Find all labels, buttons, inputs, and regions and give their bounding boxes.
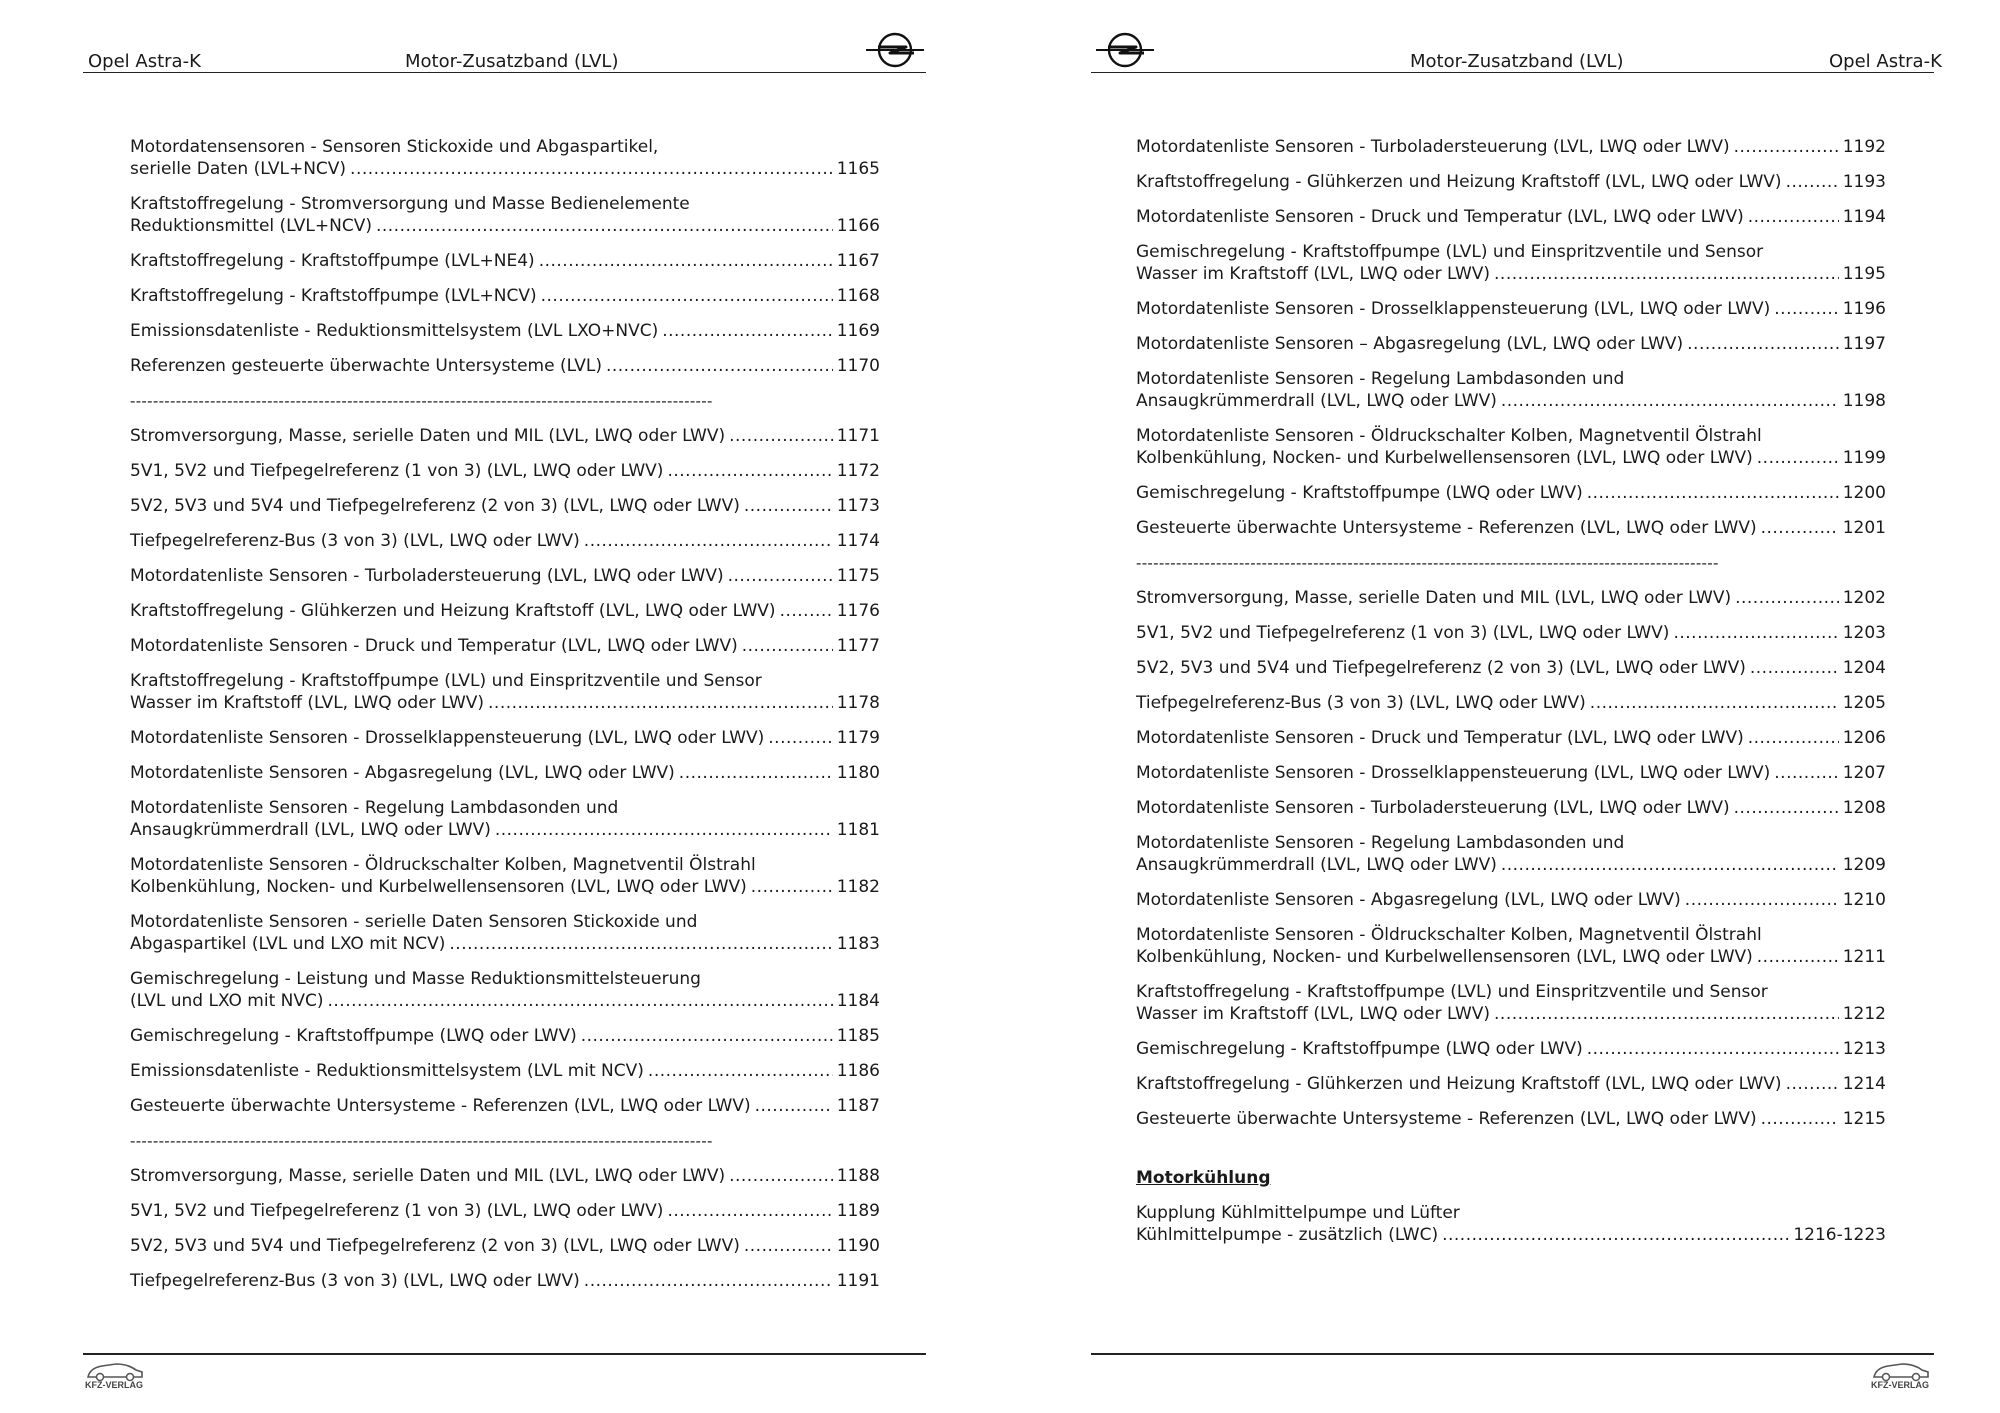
page-number: 1184	[836, 991, 880, 1011]
page-number: 1209	[1842, 855, 1886, 875]
toc-entry	[1136, 333, 1886, 355]
page-number: 1194	[1842, 207, 1886, 227]
page-number: 1171	[836, 426, 880, 446]
page-number: 1179	[836, 728, 880, 748]
toc-entry-title: Ansaugkrümmerdrall (LVL, LWQ oder LWV)	[1136, 855, 1497, 875]
toc-entry	[130, 1060, 880, 1082]
dot-leader	[729, 1165, 833, 1187]
page-number: 1211	[1842, 947, 1886, 967]
dot-leader	[1774, 762, 1838, 784]
toc-entry-title-line: Motordatenliste Sensoren - Regelung Lambdasonden und	[1136, 369, 1625, 389]
toc-entry	[130, 1165, 880, 1187]
page-number: 1208	[1842, 798, 1886, 818]
toc-entry	[1136, 1202, 1886, 1246]
dot-leader	[1786, 1073, 1839, 1095]
dot-leader	[495, 819, 833, 841]
toc-entry-title: Gesteuerte überwachte Untersysteme - Referenzen (LVL, LWQ oder LWV)	[1136, 518, 1757, 538]
dot-leader	[1501, 390, 1839, 412]
toc-entry-title: Stromversorgung, Masse, serielle Daten und MIL (LVL, LWQ oder LWV)	[130, 1166, 726, 1186]
toc-entry	[1136, 171, 1886, 193]
toc-entry-title: Emissionsdatenliste - Reduktionsmittelsystem (LVL LXO+NVC)	[130, 321, 659, 341]
separator-line: ------------------------------------------------------------------------------------------------------	[130, 1132, 713, 1150]
toc-entry	[130, 670, 880, 714]
toc-entry	[1136, 924, 1886, 968]
page-number: 1216-1223	[1793, 1225, 1886, 1245]
dot-leader	[1761, 517, 1839, 539]
toc-entry-title: (LVL und LXO mit NVC)	[130, 991, 324, 1011]
toc-entry-title: Motordatenliste Sensoren - Druck und Temperatur (LVL, LWQ oder LWV)	[1136, 728, 1744, 748]
publisher-logo	[1868, 1358, 1932, 1396]
toc-entry	[1136, 692, 1886, 714]
dot-leader	[667, 460, 832, 482]
dot-leader	[1494, 263, 1839, 285]
dot-leader	[744, 495, 833, 517]
dot-leader	[328, 990, 833, 1012]
toc-entry-title: 5V2, 5V3 und 5V4 und Tiefpegelreferenz (2 von 3) (LVL, LWQ oder LWV)	[1136, 658, 1746, 678]
page-number: 1188	[836, 1166, 880, 1186]
toc-entry-title: 5V1, 5V2 und Tiefpegelreferenz (1 von 3) (LVL, LWQ oder LWV)	[130, 461, 664, 481]
dot-leader	[1685, 889, 1839, 911]
page-number: 1197	[1842, 334, 1886, 354]
toc-entry-title: Ansaugkrümmerdrall (LVL, LWQ oder LWV)	[1136, 391, 1497, 411]
page-number: 1190	[836, 1236, 880, 1256]
toc-entry-title: Motordatenliste Sensoren - Drosselklappensteuerung (LVL, LWQ oder LWV)	[130, 728, 765, 748]
page-number: 1203	[1842, 623, 1886, 643]
toc-entry	[130, 495, 880, 517]
toc-entry-title: Motordatenliste Sensoren - Druck und Temperatur (LVL, LWQ oder LWV)	[1136, 207, 1744, 227]
page-number: 1174	[836, 531, 880, 551]
toc-entry	[130, 136, 880, 180]
toc-list	[1136, 136, 1886, 1259]
page-number: 1170	[836, 356, 880, 376]
dot-leader	[581, 1025, 833, 1047]
toc-entry	[1136, 727, 1886, 749]
toc-entry-title-line: Motordatenliste Sensoren - Regelung Lambdasonden und	[1136, 833, 1625, 853]
toc-entry	[1136, 517, 1886, 539]
toc-entry-title: Kraftstoffregelung - Glühkerzen und Heizung Kraftstoff (LVL, LWQ oder LWV)	[130, 601, 776, 621]
dot-leader	[606, 355, 833, 377]
page-number: 1178	[836, 693, 880, 713]
toc-entry-title: Tiefpegelreferenz-Bus (3 von 3) (LVL, LWQ oder LWV)	[130, 531, 580, 551]
toc-entry-title: Wasser im Kraftstoff (LVL, LWQ oder LWV)	[1136, 1004, 1491, 1024]
dot-leader	[1735, 587, 1839, 609]
toc-entry-title: 5V1, 5V2 und Tiefpegelreferenz (1 von 3) (LVL, LWQ oder LWV)	[130, 1201, 664, 1221]
dot-leader	[1442, 1224, 1789, 1246]
dot-leader	[1734, 797, 1839, 819]
page-number: 1166	[836, 216, 880, 236]
page-number: 1204	[1842, 658, 1886, 678]
page-number: 1183	[836, 934, 880, 954]
toc-entry-title: Kraftstoffregelung - Glühkerzen und Heizung Kraftstoff (LVL, LWQ oder LWV)	[1136, 1074, 1782, 1094]
toc-entry	[1136, 622, 1886, 644]
toc-entry	[130, 797, 880, 841]
toc-entry	[1136, 1038, 1886, 1060]
page-number: 1177	[836, 636, 880, 656]
page-number: 1202	[1842, 588, 1886, 608]
page-number: 1196	[1842, 299, 1886, 319]
dot-leader	[376, 215, 833, 237]
toc-entry	[1136, 762, 1886, 784]
toc-list	[130, 136, 880, 1305]
separator-line: ------------------------------------------------------------------------------------------------------	[1136, 554, 1719, 572]
dot-leader	[662, 320, 833, 342]
page-number: 1206	[1842, 728, 1886, 748]
dot-leader	[1774, 298, 1838, 320]
page-number: 1193	[1842, 172, 1886, 192]
header-rule	[1091, 72, 1934, 73]
page-number: 1168	[836, 286, 880, 306]
toc-entry	[130, 1235, 880, 1257]
page-number: 1185	[836, 1026, 880, 1046]
dot-leader	[755, 1095, 833, 1117]
dot-leader	[729, 425, 833, 447]
toc-entry	[130, 530, 880, 552]
dot-leader	[539, 250, 833, 272]
page-number: 1176	[836, 601, 880, 621]
toc-entry	[130, 1270, 880, 1292]
dot-leader	[742, 635, 833, 657]
toc-entry-title: Kolbenkühlung, Nocken- und Kurbelwellensensoren (LVL, LWQ oder LWV)	[1136, 947, 1753, 967]
header-brand: Opel Astra-K	[88, 51, 201, 72]
page-number: 1165	[836, 159, 880, 179]
toc-entry-title: Emissionsdatenliste - Reduktionsmittelsystem (LVL mit NCV)	[130, 1061, 644, 1081]
car-icon	[82, 1358, 146, 1382]
toc-entry-title: Referenzen gesteuerte überwachte Untersysteme (LVL)	[130, 356, 602, 376]
dot-leader	[1748, 206, 1839, 228]
toc-entry-title: Gesteuerte überwachte Untersysteme - Referenzen (LVL, LWQ oder LWV)	[130, 1096, 751, 1116]
toc-entry-title: Gemischregelung - Kraftstoffpumpe (LWQ oder LWV)	[1136, 483, 1583, 503]
toc-entry-title-line: Kraftstoffregelung - Kraftstoffpumpe (LVL) und Einspritzventile und Sensor	[130, 671, 762, 691]
page-number: 1200	[1842, 483, 1886, 503]
header-brand: Opel Astra-K	[1829, 51, 1942, 72]
toc-entry-title-line: Gemischregelung - Kraftstoffpumpe (LVL) und Einspritzventile und Sensor	[1136, 242, 1764, 262]
page-number: 1210	[1842, 890, 1886, 910]
dot-leader	[768, 727, 832, 749]
dot-leader	[1757, 946, 1839, 968]
toc-entry	[1136, 298, 1886, 320]
toc-entry-title: Motordatenliste Sensoren - Abgasregelung (LVL, LWQ oder LWV)	[130, 763, 675, 783]
page-number: 1215	[1842, 1109, 1886, 1129]
toc-entry	[130, 425, 880, 447]
toc-entry-title: Tiefpegelreferenz-Bus (3 von 3) (LVL, LWQ oder LWV)	[130, 1271, 580, 1291]
page-number: 1172	[836, 461, 880, 481]
toc-entry-title: Kolbenkühlung, Nocken- und Kurbelwellensensoren (LVL, LWQ oder LWV)	[130, 877, 747, 897]
toc-entry	[1136, 1108, 1886, 1130]
page-number: 1182	[836, 877, 880, 897]
page-number: 1195	[1842, 264, 1886, 284]
page-number: 1173	[836, 496, 880, 516]
car-icon	[1868, 1358, 1932, 1382]
toc-entry-title: 5V2, 5V3 und 5V4 und Tiefpegelreferenz (2 von 3) (LVL, LWQ oder LWV)	[130, 496, 740, 516]
toc-entry-title: Kühlmittelpumpe - zusätzlich (LWC)	[1136, 1225, 1439, 1245]
page-number: 1213	[1842, 1039, 1886, 1059]
toc-entry	[130, 250, 880, 272]
toc-entry	[1136, 657, 1886, 679]
toc-entry-title: Kraftstoffregelung - Kraftstoffpumpe (LVL+NE4)	[130, 251, 535, 271]
page-number: 1187	[836, 1096, 880, 1116]
toc-entry	[130, 854, 880, 898]
toc-entry-title: 5V2, 5V3 und 5V4 und Tiefpegelreferenz (2 von 3) (LVL, LWQ oder LWV)	[130, 1236, 740, 1256]
page-number: 1207	[1842, 763, 1886, 783]
toc-entry-title: Motordatenliste Sensoren - Turboladersteuerung (LVL, LWQ oder LWV)	[130, 566, 724, 586]
page-number: 1198	[1842, 391, 1886, 411]
page-number: 1189	[836, 1201, 880, 1221]
toc-entry-title-line: Motordatensensoren - Sensoren Stickoxide und Abgaspartikel,	[130, 137, 659, 157]
page-number: 1181	[836, 820, 880, 840]
dot-leader	[1687, 333, 1839, 355]
header-title: Motor-Zusatzband (LVL)	[1410, 51, 1624, 72]
toc-entry	[1136, 797, 1886, 819]
toc-entry-title: Ansaugkrümmerdrall (LVL, LWQ oder LWV)	[130, 820, 491, 840]
toc-entry-title: Wasser im Kraftstoff (LVL, LWQ oder LWV)	[1136, 264, 1491, 284]
toc-entry	[130, 193, 880, 237]
toc-entry	[1136, 981, 1886, 1025]
dot-leader	[1748, 727, 1839, 749]
toc-entry	[1136, 889, 1886, 911]
toc-entry-title-line: Kupplung Kühlmittelpumpe und Lüfter	[1136, 1203, 1460, 1223]
page-number: 1214	[1842, 1074, 1886, 1094]
toc-entry	[130, 600, 880, 622]
dot-leader	[1501, 854, 1839, 876]
dot-leader	[1673, 622, 1838, 644]
toc-entry-title-line: Motordatenliste Sensoren - Öldruckschalter Kolben, Magnetventil Ölstrahl	[130, 855, 756, 875]
dot-leader	[751, 876, 833, 898]
toc-entry-title-line: Kraftstoffregelung - Kraftstoffpumpe (LVL) und Einspritzventile und Sensor	[1136, 982, 1768, 1002]
toc-entry-title: Tiefpegelreferenz-Bus (3 von 3) (LVL, LWQ oder LWV)	[1136, 693, 1586, 713]
toc-entry-title-line: Motordatenliste Sensoren - serielle Daten Sensoren Stickoxide und	[130, 912, 698, 932]
toc-entry	[1136, 832, 1886, 876]
dot-leader	[679, 762, 833, 784]
toc-entry	[130, 911, 880, 955]
toc-entry-title: Gemischregelung - Kraftstoffpumpe (LWQ oder LWV)	[130, 1026, 577, 1046]
page-number: 1192	[1842, 137, 1886, 157]
publisher-name: KFZ-VERLAG	[85, 1380, 143, 1390]
dot-leader	[1757, 447, 1839, 469]
toc-entry-title: Motordatenliste Sensoren - Turboladersteuerung (LVL, LWQ oder LWV)	[1136, 798, 1730, 818]
page-number: 1212	[1842, 1004, 1886, 1024]
toc-entry	[1136, 425, 1886, 469]
dot-leader	[1761, 1108, 1839, 1130]
toc-entry	[1136, 136, 1886, 158]
page-number: 1205	[1842, 693, 1886, 713]
dot-leader	[1734, 136, 1839, 158]
page-number: 1199	[1842, 448, 1886, 468]
toc-entry-title: Abgaspartikel (LVL und LXO mit NCV)	[130, 934, 446, 954]
dot-leader	[744, 1235, 833, 1257]
toc-entry-title: Motordatenliste Sensoren - Drosselklappensteuerung (LVL, LWQ oder LWV)	[1136, 299, 1771, 319]
opel-logo-icon	[1096, 30, 1154, 74]
toc-entry	[1136, 206, 1886, 228]
publisher-name: KFZ-VERLAG	[1871, 1380, 1929, 1390]
toc-entry-title: Motordatenliste Sensoren - Abgasregelung (LVL, LWQ oder LWV)	[1136, 890, 1681, 910]
toc-entry	[130, 1025, 880, 1047]
toc-entry	[1136, 241, 1886, 285]
toc-entry-title: serielle Daten (LVL+NCV)	[130, 159, 347, 179]
toc-entry	[1136, 1073, 1886, 1095]
dot-leader	[488, 692, 833, 714]
toc-entry-title: Kolbenkühlung, Nocken- und Kurbelwellensensoren (LVL, LWQ oder LWV)	[1136, 448, 1753, 468]
toc-entry-title-line: Kraftstoffregelung - Stromversorgung und Masse Bedienelemente	[130, 194, 690, 214]
toc-entry	[130, 762, 880, 784]
toc-entry	[1136, 368, 1886, 412]
dot-leader	[780, 600, 833, 622]
toc-entry-title: Gesteuerte überwachte Untersysteme - Referenzen (LVL, LWQ oder LWV)	[1136, 1109, 1757, 1129]
toc-entry	[130, 320, 880, 342]
toc-entry	[1136, 587, 1886, 609]
page-number: 1201	[1842, 518, 1886, 538]
toc-entry-title-line: Motordatenliste Sensoren - Regelung Lambdasonden und	[130, 798, 619, 818]
toc-entry-title-line: Gemischregelung - Leistung und Masse Reduktionsmittelsteuerung	[130, 969, 701, 989]
dot-leader	[667, 1200, 832, 1222]
toc-entry-title: Stromversorgung, Masse, serielle Daten und MIL (LVL, LWQ oder LWV)	[130, 426, 726, 446]
footer-rule	[83, 1353, 926, 1355]
toc-entry-title: 5V1, 5V2 und Tiefpegelreferenz (1 von 3) (LVL, LWQ oder LWV)	[1136, 623, 1670, 643]
footer-rule	[1091, 1353, 1934, 1355]
toc-entry-title: Reduktionsmittel (LVL+NCV)	[130, 216, 372, 236]
toc-entry-title: Motordatenliste Sensoren - Turboladersteuerung (LVL, LWQ oder LWV)	[1136, 137, 1730, 157]
dot-leader	[350, 158, 833, 180]
header-rule	[83, 72, 926, 73]
toc-entry	[1136, 482, 1886, 504]
page-number: 1169	[836, 321, 880, 341]
toc-entry-title: Kraftstoffregelung - Glühkerzen und Heizung Kraftstoff (LVL, LWQ oder LWV)	[1136, 172, 1782, 192]
dot-leader	[1750, 657, 1839, 679]
dot-leader	[449, 933, 832, 955]
page-number: 1180	[836, 763, 880, 783]
dot-leader	[648, 1060, 833, 1082]
dot-leader	[541, 285, 833, 307]
page-number: 1186	[836, 1061, 880, 1081]
dot-leader	[1786, 171, 1839, 193]
toc-entry-title: Kraftstoffregelung - Kraftstoffpumpe (LVL+NCV)	[130, 286, 537, 306]
toc-entry	[130, 1200, 880, 1222]
toc-entry	[130, 727, 880, 749]
publisher-logo	[82, 1358, 146, 1396]
toc-entry-title: Gemischregelung - Kraftstoffpumpe (LWQ oder LWV)	[1136, 1039, 1583, 1059]
toc-entry	[130, 968, 880, 1012]
dot-leader	[1587, 482, 1839, 504]
toc-entry	[130, 635, 880, 657]
toc-entry	[130, 460, 880, 482]
page-number: 1191	[836, 1271, 880, 1291]
toc-entry	[130, 565, 880, 587]
toc-entry	[130, 285, 880, 307]
toc-entry-title: Wasser im Kraftstoff (LVL, LWQ oder LWV)	[130, 693, 485, 713]
toc-entry	[130, 1095, 880, 1117]
dot-leader	[728, 565, 833, 587]
dot-leader	[584, 530, 833, 552]
toc-entry	[130, 355, 880, 377]
toc-entry-title: Motordatenliste Sensoren - Drosselklappensteuerung (LVL, LWQ oder LWV)	[1136, 763, 1771, 783]
dot-leader	[1494, 1003, 1839, 1025]
dot-leader	[1590, 692, 1839, 714]
header-title: Motor-Zusatzband (LVL)	[405, 51, 619, 72]
separator-line: ------------------------------------------------------------------------------------------------------	[130, 392, 713, 410]
page-number: 1167	[836, 251, 880, 271]
section-heading: Motorkühlung	[1136, 1168, 1271, 1188]
toc-entry-title: Motordatenliste Sensoren - Druck und Temperatur (LVL, LWQ oder LWV)	[130, 636, 738, 656]
toc-entry-title: Motordatenliste Sensoren – Abgasregelung (LVL, LWQ oder LWV)	[1136, 334, 1684, 354]
dot-leader	[584, 1270, 833, 1292]
toc-entry-title-line: Motordatenliste Sensoren - Öldruckschalter Kolben, Magnetventil Ölstrahl	[1136, 426, 1762, 446]
toc-entry-title: Stromversorgung, Masse, serielle Daten und MIL (LVL, LWQ oder LWV)	[1136, 588, 1732, 608]
opel-logo-icon	[866, 30, 924, 74]
dot-leader	[1587, 1038, 1839, 1060]
toc-entry-title-line: Motordatenliste Sensoren - Öldruckschalter Kolben, Magnetventil Ölstrahl	[1136, 925, 1762, 945]
right-page	[1000, 0, 2000, 1413]
page-number: 1175	[836, 566, 880, 586]
